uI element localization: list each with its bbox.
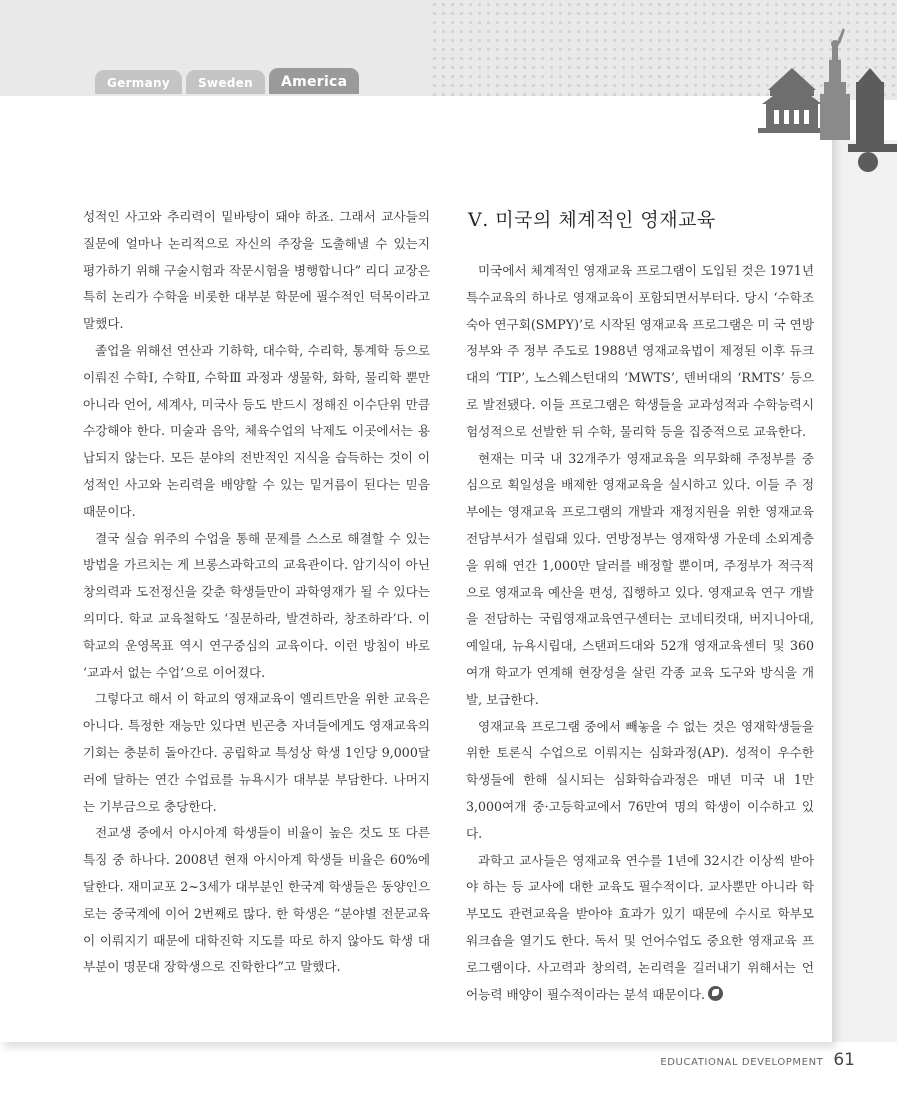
page-footer (660, 1050, 855, 1070)
section-title: Ⅴ. 미국의 체계적인 영재교육 (468, 209, 716, 231)
footer-label: EDUCATIONAL DEVELOPMENT (660, 1057, 824, 1068)
tab-germany[interactable]: Germany (95, 70, 182, 94)
paragraph: 현재는 미국 내 32개주가 영재교육을 의무화해 주정부를 중심으로 획일성을 배제한 영재교육을 실시하고 있다. 이들 주 정부에는 영재교육 프로그램의 개발과 재정지원을 위한 영재교육 전담부서가 설립돼 있다. 연방정부는 영재학생 가운데 소외계층을 위해 연간 1,000만 달러를 배정할 뿐이며, 주정부가 적극적으로 영재교육 예산을 편성, 집행하고 있다. 영재교육 연구 개발을 전담하는 국립영재교육연구센터는 코네티컷대, 버지니아대, 예일대, 뉴욕시립대, 스탠퍼드대와 52개 영재교육센터 및 360여개 학교가 연계해 현장성을 살린 각종 교육 도구와 방식을 개발, 보급한다. (466, 450, 814, 707)
paragraph: 성적인 사고와 추리력이 밑바탕이 돼야 하죠. 그래서 교사들의 질문에 얼마나 논리적으로 자신의 주장을 도출해낼 수 있는지 평가하기 위해 구술시험과 작문시험을 병행합니다” 리디 교장은 특히 논리가 수학을 비롯한 대부분 학문에 필수적인 덕목이라고 말했다. (83, 209, 430, 332)
paragraph: 전교생 중에서 아시아계 학생들이 비율이 높은 것도 또 다른 특징 중 하나다. 2008년 현재 아시아계 학생들 비율은 60%에 달한다. 재미교포 2~3세가 대부분인 한국계 학생들은 동양인으로는 중국계에 이어 2번째로 많다. 한 학생은 “분야별 전문교육이 이뤄지기 때문에 대학진학 지도를 따로 하지 않아도 학생 대부분이 명문대 장학생으로 진학한다”고 말했다. (83, 825, 430, 975)
tab-sweden[interactable]: Sweden (186, 70, 265, 94)
right-gutter (832, 140, 897, 1042)
landmarks-illustration-icon (740, 12, 897, 172)
country-tabs (95, 70, 359, 96)
page-number: 61 (833, 1050, 855, 1070)
paragraph: 그렇다고 해서 이 학교의 영재교육이 엘리트만을 위한 교육은 아니다. 특정한 재능만 있다면 빈곤층 자녀들에게도 영재교육의 기회는 충분히 돌아간다. 공립학교 특성상 학생 1인당 9,000달러에 달하는 연간 수업료를 뉴욕시가 대부분 부담한다. 나머지는 기부금으로 충당한다. (83, 691, 430, 814)
left-column (83, 204, 430, 981)
paragraph: 졸업을 위해선 연산과 기하학, 대수학, 수리학, 통계학 등으로 이뤄진 수학Ⅰ, 수학Ⅱ, 수학Ⅲ 과정과 생물학, 화학, 물리학 뿐만 아니라 언어, 세계사, 미국사 등도 반드시 정해진 이수단위 만큼 수강해야 한다. 미술과 음악, 체육수업의 낙제도 이곳에서는 용납되지 않는다. 모든 분야의 전반적인 지식을 습득하는 것이 이성적인 사고와 논리력을 배양할 수 있는 밑거름이 된다는 믿음 때문이다. (83, 342, 430, 519)
right-column (466, 258, 814, 1008)
paragraph: 영재교육 프로그램 중에서 빼놓을 수 없는 것은 영재학생들을 위한 토론식 수업으로 이뤄지는 심화과정(AP). 성적이 우수한 학생들에 한해 실시되는 심화학습과정은 매년 미국 내 1만3,000여개 중·고등학교에서 76만여 명의 학생이 이수하고 있다. (466, 718, 814, 841)
paragraph: 결국 실습 위주의 수업을 통해 문제를 스스로 해결할 수 있는 방법을 가르치는 게 브롱스과학고의 교육관이다. 암기식이 아닌 창의력과 도전정신을 갖춘 학생들만이 과학영재가 될 수 있다는 의미다. 학교 교육철학도 ‘질문하라, 발견하라, 창조하라’다. 이 학교의 운영목표 역시 연구중심의 교육이다. 이런 방침이 바로 ‘교과서 없는 수업’으로 이어졌다. (83, 530, 430, 680)
tab-america[interactable]: America (269, 68, 359, 94)
paragraph (466, 848, 814, 1009)
leaf-end-icon (708, 986, 723, 1001)
paragraph: 미국에서 체계적인 영재교육 프로그램이 도입된 것은 1971년 특수교육의 하나로 영재교육이 포함되면서부터다. 당시 ‘수학조숙아 연구회(SMPY)’로 시작된 영재교육 프로그램은 미 국 연방정부와 주 정부 주도로 1988년 영재교육법이 제정된 이후 듀크대의 ‘TIP’, 노스웨스턴대의 ‘MWTS’, 덴버대의 ‘RMTS’ 등으로 발전됐다. 이들 프로그램은 학생들을 교과성적과 수학능력시험성적으로 선발한 뒤 수학, 물리학 등을 집중적으로 교육한다. (466, 263, 814, 439)
paragraph-text: 과학고 교사들은 영재교육 연수를 1년에 32시간 이상씩 받아야 하는 등 교사에 대한 교육도 필수적이다. 교사뿐만 아니라 학부모도 관련교육을 받아야 효과가 있기 때문에 수시로 학부모 워크숍을 열기도 한다. 독서 및 언어수업도 중요한 영재교육 프로그램이다. 사고력과 창의력, 논리력을 길러내기 위해서는 언어능력 배양이 필수적이라는 분석 때문이다. (466, 852, 814, 1002)
